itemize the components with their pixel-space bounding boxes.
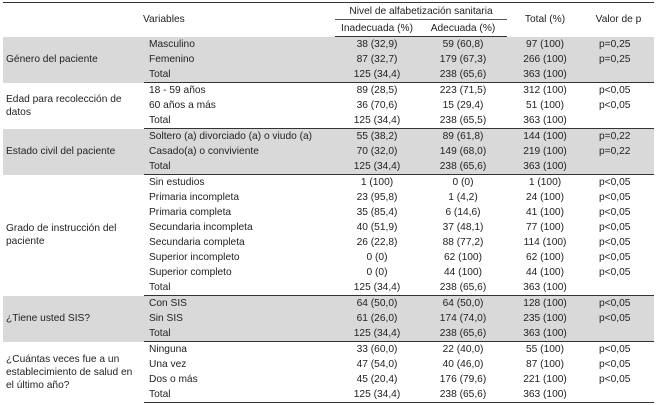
category-cell: Total: [144, 67, 335, 83]
table-row: [3, 37, 654, 53]
p-value-cell: p<0,05: [599, 177, 631, 188]
category-cell: Superior incompleto: [149, 252, 240, 263]
total-cell: 363 (100): [507, 67, 583, 83]
adecuada-cell: 64 (50,0): [419, 296, 507, 312]
category-cell: Total: [144, 387, 335, 403]
category-cell: Sin SIS: [144, 311, 335, 326]
total-cell: 62 (100): [526, 252, 564, 263]
inadecuada-cell: 125 (34,4): [335, 326, 419, 342]
table-row: [3, 129, 654, 145]
total-cell: 77 (100): [526, 222, 564, 233]
total-cell: 235 (100): [507, 311, 583, 326]
total-cell: 55 (100): [526, 344, 564, 355]
category-cell: Dos o más: [149, 374, 198, 385]
p-value-cell: p<0,05: [599, 85, 631, 96]
adecuada-cell: 1 (4,2): [448, 192, 478, 203]
total-cell: 363 (100): [507, 387, 583, 403]
literacy-table: [3, 2, 654, 403]
p-value-cell: p<0,05: [599, 100, 631, 111]
total-cell: 44 (100): [526, 267, 564, 278]
header-adecuada: Adecuada (%): [419, 20, 507, 37]
total-cell: 114 (100): [523, 237, 567, 248]
inadecuada-cell: 47 (54,0): [356, 359, 398, 370]
variable-label: Estado civil del paciente: [3, 129, 144, 175]
total-cell: 128 (100): [507, 296, 583, 312]
header-valor-p: Valor de p: [583, 3, 654, 37]
total-cell: 363 (100): [507, 113, 583, 129]
adecuada-cell: 179 (67,3): [419, 52, 507, 67]
total-cell: 97 (100): [507, 37, 583, 53]
category-cell: Total: [144, 113, 335, 129]
total-cell: 363 (100): [507, 280, 583, 296]
inadecuada-cell: 125 (34,4): [335, 387, 419, 403]
inadecuada-cell: 55 (38,2): [335, 129, 419, 145]
category-cell: Primaria incompleta: [149, 192, 240, 203]
table-row: [3, 342, 654, 358]
category-cell: Una vez: [149, 359, 187, 370]
p-value-cell: p=0,25: [583, 52, 654, 67]
category-cell: Total: [144, 159, 335, 175]
p-value-cell: p<0,05: [599, 207, 631, 218]
category-cell: Femenino: [144, 52, 335, 67]
header-nivel: Nivel de alfabetización sanitaria: [335, 3, 507, 20]
total-cell: 24 (100): [526, 192, 564, 203]
p-value-cell: p=0,22: [583, 129, 654, 145]
total-cell: 312 (100): [523, 85, 567, 96]
header-row-top: [3, 3, 654, 20]
p-value-cell: p<0,05: [599, 252, 631, 263]
total-cell: 51 (100): [526, 100, 564, 111]
inadecuada-cell: 40 (51,9): [356, 222, 398, 233]
total-cell: 219 (100): [507, 144, 583, 159]
adecuada-cell: 0 (0): [452, 177, 474, 188]
p-value-cell: p<0,05: [583, 311, 654, 326]
category-cell: 60 años a más: [149, 100, 216, 111]
inadecuada-cell: 0 (0): [366, 252, 388, 263]
p-value-cell: [583, 113, 654, 129]
p-value-cell: p<0,05: [599, 359, 631, 370]
category-cell: Primaria completa: [149, 207, 232, 218]
total-cell: 87 (100): [526, 359, 564, 370]
adecuada-cell: 6 (14,6): [445, 207, 481, 218]
adecuada-cell: 238 (65,6): [419, 326, 507, 342]
inadecuada-cell: 64 (50,0): [335, 296, 419, 312]
inadecuada-cell: 125 (34,4): [335, 113, 419, 129]
inadecuada-cell: 35 (85,4): [356, 207, 398, 218]
table-row: [3, 83, 654, 99]
variable-label: Edad para recolección de datos: [6, 93, 122, 118]
adecuada-cell: 88 (77,2): [442, 237, 484, 248]
adecuada-cell: 62 (100): [444, 252, 482, 263]
category-cell: Total: [144, 280, 335, 296]
p-value-cell: [583, 280, 654, 296]
p-value-cell: p<0,05: [599, 192, 631, 203]
header-total: Total (%): [507, 3, 583, 37]
adecuada-cell: 89 (61,8): [419, 129, 507, 145]
total-cell: 221 (100): [523, 374, 567, 385]
variable-label: Género del paciente: [3, 37, 144, 83]
inadecuada-cell: 125 (34,4): [335, 159, 419, 175]
p-value-cell: p<0,05: [599, 267, 631, 278]
category-cell: Secundaria completa: [149, 237, 245, 248]
inadecuada-cell: 38 (32,9): [335, 37, 419, 53]
inadecuada-cell: 23 (95,8): [356, 192, 398, 203]
variable-label: ¿Tiene usted SIS?: [3, 296, 144, 342]
table-body: [3, 37, 654, 403]
total-cell: 41 (100): [526, 207, 564, 218]
adecuada-cell: 37 (48,1): [442, 222, 484, 233]
adecuada-cell: 238 (65,6): [419, 280, 507, 296]
adecuada-cell: 238 (65,6): [419, 159, 507, 175]
adecuada-cell: 223 (71,5): [439, 85, 487, 96]
variable-label: ¿Cuántas veces fue a un establecimiento de salud en el último año?: [6, 353, 133, 391]
adecuada-cell: 149 (68,0): [419, 144, 507, 159]
inadecuada-cell: 70 (32,0): [335, 144, 419, 159]
inadecuada-cell: 0 (0): [366, 267, 388, 278]
category-cell: Total: [144, 326, 335, 342]
adecuada-cell: 59 (60,8): [419, 37, 507, 53]
inadecuada-cell: 61 (26,0): [335, 311, 419, 326]
header-variables: Variables: [3, 3, 335, 37]
p-value-cell: p<0,05: [583, 296, 654, 312]
adecuada-cell: 238 (65,6): [419, 67, 507, 83]
inadecuada-cell: 1 (100): [360, 177, 394, 188]
adecuada-cell: 238 (65,5): [419, 113, 507, 129]
p-value-cell: [583, 159, 654, 175]
category-cell: Casado(a) o conviviente: [144, 144, 335, 159]
inadecuada-cell: 89 (28,5): [356, 85, 398, 96]
category-cell: Con SIS: [144, 296, 335, 312]
inadecuada-cell: 125 (34,4): [335, 280, 419, 296]
category-cell: Secundaria incompleta: [149, 222, 253, 233]
inadecuada-cell: 125 (34,4): [335, 67, 419, 83]
adecuada-cell: 40 (46,0): [442, 359, 484, 370]
p-value-cell: p=0,25: [583, 37, 654, 53]
category-cell: Soltero (a) divorciado (a) o viudo (a): [144, 129, 335, 145]
header-inadecuada: Inadecuada (%): [335, 20, 419, 37]
adecuada-cell: 174 (74,0): [419, 311, 507, 326]
category-cell: Masculino: [144, 37, 335, 53]
table-row: [3, 175, 654, 191]
p-value-cell: [583, 67, 654, 83]
adecuada-cell: 15 (29,4): [442, 100, 484, 111]
variable-label: Grado de instrucción del paciente: [6, 223, 117, 247]
inadecuada-cell: 45 (20,4): [356, 374, 398, 385]
inadecuada-cell: 26 (22,8): [356, 237, 398, 248]
p-value-cell: p<0,05: [599, 374, 631, 385]
p-value-cell: p<0,05: [599, 344, 631, 355]
p-value-cell: p=0,22: [583, 144, 654, 159]
category-cell: Ninguna: [149, 344, 187, 355]
p-value-cell: [583, 326, 654, 342]
total-cell: 266 (100): [507, 52, 583, 67]
total-cell: 1 (100): [528, 177, 562, 188]
p-value-cell: [583, 387, 654, 403]
adecuada-cell: 44 (100): [444, 267, 482, 278]
table-row: [3, 296, 654, 312]
p-value-cell: p<0,05: [599, 222, 631, 233]
inadecuada-cell: 87 (32,7): [335, 52, 419, 67]
total-cell: 144 (100): [507, 129, 583, 145]
adecuada-cell: 22 (40,0): [442, 344, 484, 355]
total-cell: 363 (100): [507, 159, 583, 175]
category-cell: Superior completo: [149, 267, 232, 278]
adecuada-cell: 176 (79,6): [439, 374, 487, 385]
inadecuada-cell: 36 (70,6): [356, 100, 398, 111]
category-cell: 18 - 59 años: [149, 85, 206, 96]
total-cell: 363 (100): [507, 326, 583, 342]
p-value-cell: p<0,05: [599, 237, 631, 248]
inadecuada-cell: 33 (60,0): [356, 344, 398, 355]
category-cell: Sin estudios: [149, 177, 205, 188]
adecuada-cell: 238 (65,6): [419, 387, 507, 403]
